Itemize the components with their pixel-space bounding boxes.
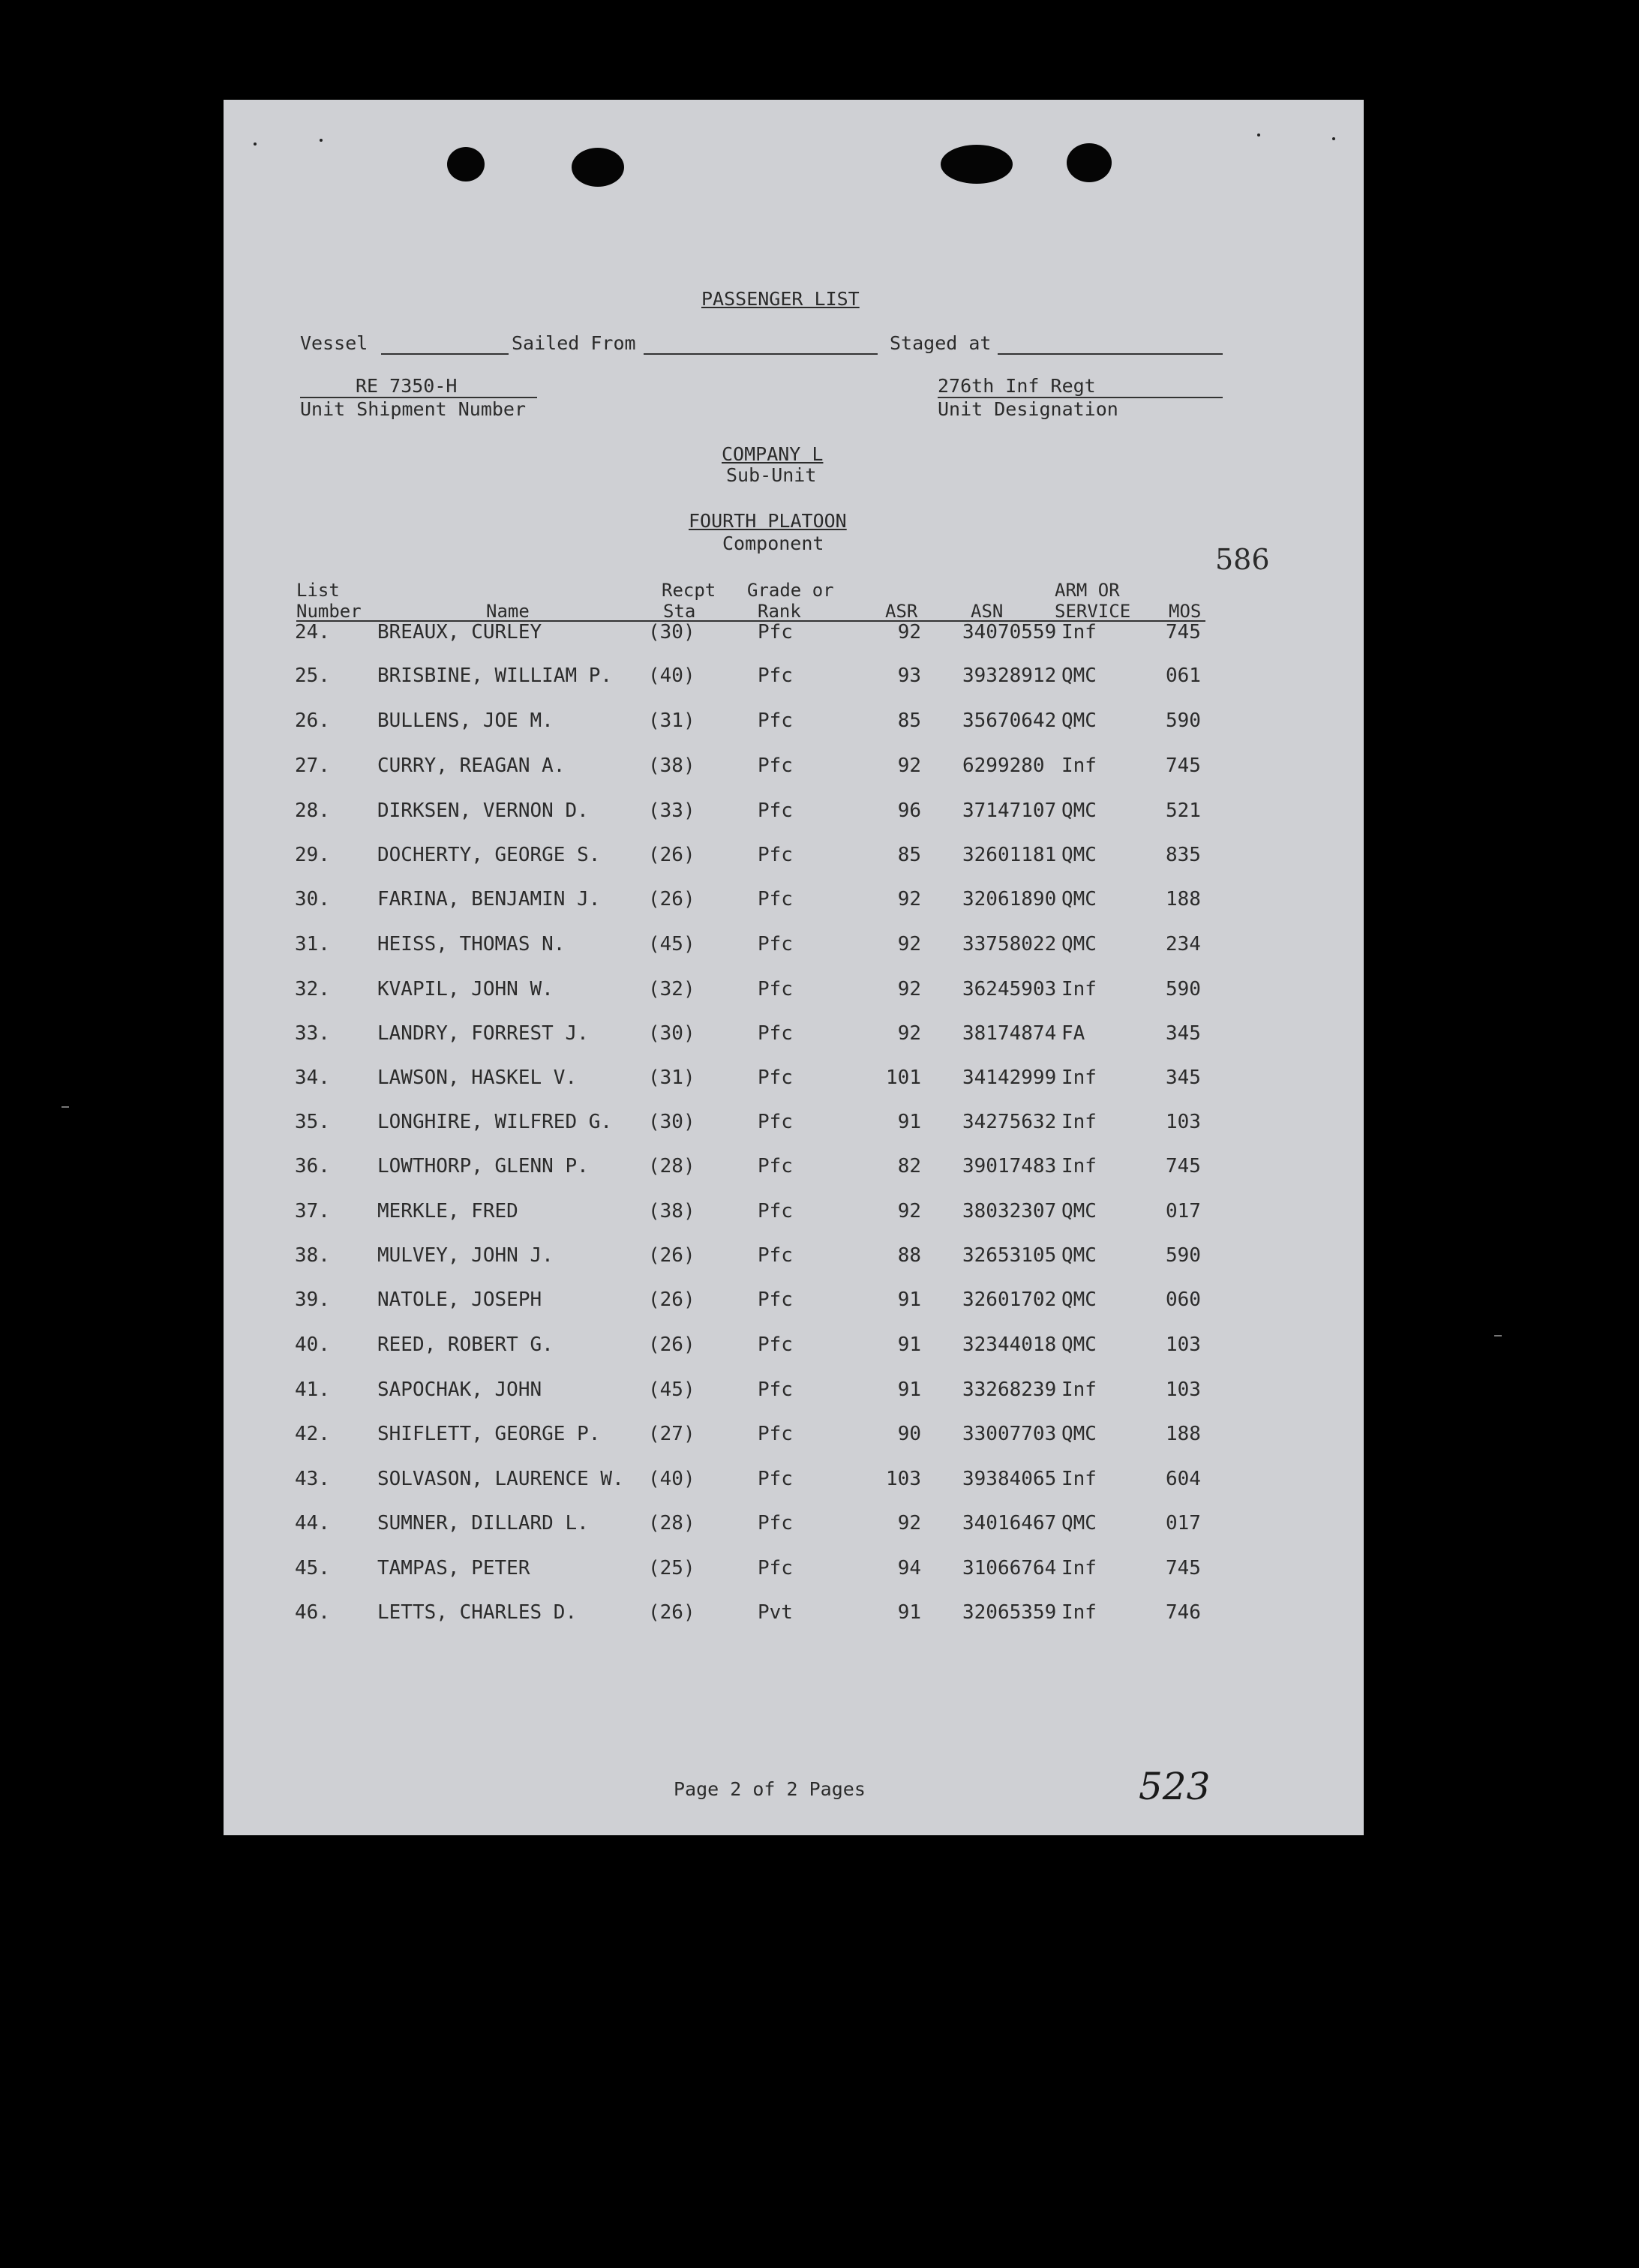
header-number-label: Number	[296, 601, 362, 622]
row-grade: Pfc	[758, 754, 793, 777]
row-asn: 38174874	[962, 1022, 1057, 1045]
row-mos: 745	[1166, 621, 1201, 644]
row-mos: 345	[1166, 1022, 1201, 1045]
row-list-number: 24.	[295, 621, 330, 644]
row-mos: 604	[1166, 1468, 1201, 1490]
row-name: TAMPAS, PETER	[377, 1557, 530, 1580]
row-arm-service: QMC	[1061, 844, 1097, 866]
row-mos: 745	[1166, 754, 1201, 777]
speck	[254, 142, 257, 146]
row-asn: 32601702	[962, 1288, 1057, 1311]
table-row	[224, 978, 1364, 1008]
component-value: FOURTH PLATOON	[689, 510, 847, 532]
row-asn: 33007703	[962, 1423, 1057, 1445]
row-list-number: 32.	[295, 978, 330, 1000]
row-asr: 85	[897, 710, 921, 732]
row-asr: 94	[897, 1557, 921, 1580]
row-name: BREAUX, CURLEY	[377, 621, 542, 644]
table-row	[224, 710, 1364, 740]
sailed-from-label: Sailed From	[512, 332, 636, 354]
row-list-number: 45.	[295, 1557, 330, 1580]
row-recpt-sta: (26)	[648, 1244, 695, 1267]
row-mos: 103	[1166, 1111, 1201, 1133]
row-asr: 90	[897, 1423, 921, 1445]
row-name: LONGHIRE, WILFRED G.	[377, 1111, 613, 1133]
row-list-number: 27.	[295, 754, 330, 777]
row-asn: 39384065	[962, 1468, 1057, 1490]
row-asr: 103	[886, 1468, 921, 1490]
row-list-number: 43.	[295, 1468, 330, 1490]
header-mos: MOS	[1169, 601, 1202, 622]
unit-shipment-number: RE 7350-H	[356, 375, 458, 397]
header-grade-label: Grade or	[747, 580, 834, 601]
row-list-number: 30.	[295, 888, 330, 910]
row-name: SAPOCHAK, JOHN	[377, 1378, 542, 1401]
row-recpt-sta: (32)	[648, 978, 695, 1000]
row-list-number: 25.	[295, 664, 330, 687]
row-asr: 91	[897, 1111, 921, 1133]
header-service-label: SERVICE	[1055, 601, 1131, 622]
row-grade: Pfc	[758, 1066, 793, 1089]
vessel-label: Vessel	[300, 332, 368, 354]
row-mos: 017	[1166, 1512, 1201, 1534]
row-mos: 061	[1166, 664, 1201, 687]
row-mos: 345	[1166, 1066, 1201, 1089]
row-recpt-sta: (27)	[648, 1423, 695, 1445]
document-title: PASSENGER LIST	[701, 288, 860, 310]
table-row	[224, 1378, 1364, 1408]
header-asr: ASR	[885, 601, 918, 622]
row-arm-service: Inf	[1061, 1378, 1097, 1401]
row-list-number: 36.	[295, 1155, 330, 1178]
handwritten-number: 523	[1139, 1765, 1211, 1808]
unit-shipment-label: Unit Shipment Number	[300, 398, 527, 420]
table-row	[224, 933, 1364, 963]
row-list-number: 46.	[295, 1601, 330, 1624]
table-row	[224, 844, 1364, 874]
header-list-number	[296, 580, 362, 622]
header-rank-label: Rank	[758, 601, 801, 622]
row-grade: Pfc	[758, 1423, 793, 1445]
table-row	[224, 754, 1364, 784]
row-mos: 060	[1166, 1288, 1201, 1311]
row-recpt-sta: (30)	[648, 1022, 695, 1045]
row-list-number: 39.	[295, 1288, 330, 1311]
row-recpt-sta: (38)	[648, 754, 695, 777]
row-mos: 103	[1166, 1378, 1201, 1401]
row-mos: 017	[1166, 1200, 1201, 1222]
row-asn: 38032307	[962, 1200, 1057, 1222]
table-row	[224, 1557, 1364, 1587]
row-asr: 92	[897, 1022, 921, 1045]
row-arm-service: FA	[1061, 1022, 1085, 1045]
row-recpt-sta: (25)	[648, 1557, 695, 1580]
row-grade: Pfc	[758, 844, 793, 866]
row-list-number: 35.	[295, 1111, 330, 1133]
row-mos: 521	[1166, 800, 1201, 822]
table-row	[224, 1111, 1364, 1141]
row-asr: 101	[886, 1066, 921, 1089]
row-mos: 745	[1166, 1557, 1201, 1580]
row-asr: 91	[897, 1601, 921, 1624]
row-list-number: 34.	[295, 1066, 330, 1089]
row-asr: 91	[897, 1334, 921, 1356]
row-grade: Pfc	[758, 1200, 793, 1222]
row-name: BRISBINE, WILLIAM P.	[377, 664, 613, 687]
staged-at-line	[998, 353, 1223, 355]
row-asr: 92	[897, 1512, 921, 1534]
sub-unit-label: Sub-Unit	[726, 464, 817, 486]
header-name: Name	[486, 601, 530, 622]
row-grade: Pfc	[758, 1155, 793, 1178]
row-grade: Pfc	[758, 1111, 793, 1133]
row-recpt-sta: (33)	[648, 800, 695, 822]
row-mos: 746	[1166, 1601, 1201, 1624]
row-asn: 35670642	[962, 710, 1057, 732]
page-footer: Page 2 of 2 Pages	[674, 1778, 866, 1800]
component-label: Component	[722, 532, 824, 554]
row-name: DOCHERTY, GEORGE S.	[377, 844, 601, 866]
row-list-number: 44.	[295, 1512, 330, 1534]
row-list-number: 40.	[295, 1334, 330, 1356]
row-asn: 37147107	[962, 800, 1057, 822]
table-row	[224, 800, 1364, 830]
row-recpt-sta: (26)	[648, 1601, 695, 1624]
row-asr: 85	[897, 844, 921, 866]
row-arm-service: QMC	[1061, 1423, 1097, 1445]
row-name: LETTS, CHARLES D.	[377, 1601, 578, 1624]
row-recpt-sta: (45)	[648, 933, 695, 956]
row-name: SUMNER, DILLARD L.	[377, 1512, 589, 1534]
row-asn: 39328912	[962, 664, 1057, 687]
row-recpt-sta: (28)	[648, 1512, 695, 1534]
speck	[1332, 137, 1335, 140]
row-name: REED, ROBERT G.	[377, 1334, 554, 1356]
row-asn: 32344018	[962, 1334, 1057, 1356]
row-grade: Pfc	[758, 621, 793, 644]
row-list-number: 28.	[295, 800, 330, 822]
row-list-number: 42.	[295, 1423, 330, 1445]
row-grade: Pfc	[758, 1022, 793, 1045]
row-list-number: 26.	[295, 710, 330, 732]
row-grade: Pfc	[758, 888, 793, 910]
table-row	[224, 1512, 1364, 1542]
row-list-number: 41.	[295, 1378, 330, 1401]
table-row	[224, 1423, 1364, 1453]
row-name: DIRKSEN, VERNON D.	[377, 800, 589, 822]
staged-at-label: Staged at	[890, 332, 992, 354]
row-name: HEISS, THOMAS N.	[377, 933, 566, 956]
row-recpt-sta: (40)	[648, 1468, 695, 1490]
row-recpt-sta: (31)	[648, 710, 695, 732]
row-arm-service: QMC	[1061, 664, 1097, 687]
row-mos: 590	[1166, 978, 1201, 1000]
row-asr: 96	[897, 800, 921, 822]
row-recpt-sta: (31)	[648, 1066, 695, 1089]
row-grade: Pfc	[758, 664, 793, 687]
table-row	[224, 1601, 1364, 1631]
table-row	[224, 621, 1364, 651]
row-list-number: 38.	[295, 1244, 330, 1267]
row-asn: 32065359	[962, 1601, 1057, 1624]
table-row	[224, 1066, 1364, 1096]
row-arm-service: QMC	[1061, 1288, 1097, 1311]
row-name: MULVEY, JOHN J.	[377, 1244, 554, 1267]
row-name: SOLVASON, LAURENCE W.	[377, 1468, 624, 1490]
row-asn: 34070559	[962, 621, 1057, 644]
row-grade: Pfc	[758, 710, 793, 732]
row-list-number: 29.	[295, 844, 330, 866]
row-recpt-sta: (38)	[648, 1200, 695, 1222]
header-grade-rank	[747, 580, 834, 622]
table-row	[224, 888, 1364, 918]
row-arm-service: Inf	[1061, 621, 1097, 644]
margin-mark	[62, 1106, 69, 1108]
row-recpt-sta: (40)	[648, 664, 695, 687]
header-asn: ASN	[971, 601, 1004, 622]
row-recpt-sta: (26)	[648, 1334, 695, 1356]
table-row	[224, 1022, 1364, 1052]
row-arm-service: Inf	[1061, 978, 1097, 1000]
row-grade: Pfc	[758, 1557, 793, 1580]
row-arm-service: Inf	[1061, 1066, 1097, 1089]
header-sta-label: Sta	[663, 601, 696, 622]
sub-unit-value: COMPANY L	[722, 443, 824, 465]
row-name: BULLENS, JOE M.	[377, 710, 554, 732]
row-name: SHIFLETT, GEORGE P.	[377, 1423, 601, 1445]
row-list-number: 33.	[295, 1022, 330, 1045]
stamp-number: 586	[1215, 543, 1270, 576]
punch-hole	[572, 148, 624, 187]
row-asn: 33268239	[962, 1378, 1057, 1401]
row-asn: 34142999	[962, 1066, 1057, 1089]
row-asn: 34275632	[962, 1111, 1057, 1133]
header-recpt-label: Recpt	[662, 580, 716, 601]
row-arm-service: QMC	[1061, 710, 1097, 732]
unit-designation: 276th Inf Regt	[938, 375, 1096, 397]
row-asn: 6299280	[962, 754, 1045, 777]
row-name: LANDRY, FORREST J.	[377, 1022, 589, 1045]
row-name: FARINA, BENJAMIN J.	[377, 888, 601, 910]
row-recpt-sta: (26)	[648, 1288, 695, 1311]
row-arm-service: QMC	[1061, 1334, 1097, 1356]
table-row	[224, 1334, 1364, 1364]
row-list-number: 37.	[295, 1200, 330, 1222]
sailed-from-line	[644, 353, 878, 355]
row-arm-service: Inf	[1061, 1111, 1097, 1133]
row-grade: Pfc	[758, 1334, 793, 1356]
document-page	[224, 100, 1364, 1835]
row-grade: Pfc	[758, 933, 793, 956]
row-asr: 92	[897, 888, 921, 910]
row-asn: 32061890	[962, 888, 1057, 910]
row-asr: 92	[897, 754, 921, 777]
row-grade: Pfc	[758, 1512, 793, 1534]
punch-hole	[447, 147, 485, 182]
row-asr: 92	[897, 1200, 921, 1222]
row-asr: 92	[897, 621, 921, 644]
row-arm-service: Inf	[1061, 1601, 1097, 1624]
row-mos: 745	[1166, 1155, 1201, 1178]
table-row	[224, 1244, 1364, 1274]
row-arm-service: Inf	[1061, 1155, 1097, 1178]
row-asn: 31066764	[962, 1557, 1057, 1580]
row-grade: Pvt	[758, 1601, 793, 1624]
row-recpt-sta: (30)	[648, 1111, 695, 1133]
row-asn: 34016467	[962, 1512, 1057, 1534]
table-row	[224, 664, 1364, 694]
row-mos: 835	[1166, 844, 1201, 866]
margin-mark	[1494, 1335, 1502, 1336]
row-arm-service: Inf	[1061, 754, 1097, 777]
row-recpt-sta: (30)	[648, 621, 695, 644]
header-arm-label: ARM OR	[1055, 580, 1120, 601]
row-asr: 88	[897, 1244, 921, 1267]
row-mos: 234	[1166, 933, 1201, 956]
speck	[1257, 134, 1260, 136]
row-recpt-sta: (26)	[648, 888, 695, 910]
row-asn: 36245903	[962, 978, 1057, 1000]
row-mos: 590	[1166, 1244, 1201, 1267]
row-arm-service: QMC	[1061, 800, 1097, 822]
row-asn: 32601181	[962, 844, 1057, 866]
row-asr: 82	[897, 1155, 921, 1178]
row-name: LOWTHORP, GLENN P.	[377, 1155, 589, 1178]
row-asn: 39017483	[962, 1155, 1057, 1178]
row-asr: 91	[897, 1288, 921, 1311]
row-grade: Pfc	[758, 1468, 793, 1490]
row-asn: 32653105	[962, 1244, 1057, 1267]
header-arm-service	[1055, 580, 1130, 622]
row-arm-service: QMC	[1061, 1244, 1097, 1267]
row-name: NATOLE, JOSEPH	[377, 1288, 542, 1311]
row-grade: Pfc	[758, 1288, 793, 1311]
row-asr: 92	[897, 978, 921, 1000]
row-grade: Pfc	[758, 1244, 793, 1267]
row-list-number: 31.	[295, 933, 330, 956]
row-arm-service: Inf	[1061, 1468, 1097, 1490]
row-recpt-sta: (45)	[648, 1378, 695, 1401]
vessel-line	[381, 353, 509, 355]
header-list-label: List	[296, 580, 340, 601]
row-asn: 33758022	[962, 933, 1057, 956]
row-name: LAWSON, HASKEL V.	[377, 1066, 578, 1089]
row-name: CURRY, REAGAN A.	[377, 754, 566, 777]
header-recpt-sta	[662, 580, 716, 622]
row-name: MERKLE, FRED	[377, 1200, 518, 1222]
punch-hole	[941, 145, 1013, 184]
row-asr: 91	[897, 1378, 921, 1401]
row-name: KVAPIL, JOHN W.	[377, 978, 554, 1000]
row-recpt-sta: (28)	[648, 1155, 695, 1178]
punch-hole	[1067, 143, 1112, 182]
row-arm-service: QMC	[1061, 933, 1097, 956]
unit-designation-label: Unit Designation	[938, 398, 1118, 420]
row-asr: 92	[897, 933, 921, 956]
row-mos: 590	[1166, 710, 1201, 732]
table-row	[224, 1155, 1364, 1185]
row-grade: Pfc	[758, 1378, 793, 1401]
row-grade: Pfc	[758, 800, 793, 822]
row-arm-service: QMC	[1061, 1200, 1097, 1222]
row-mos: 103	[1166, 1334, 1201, 1356]
row-grade: Pfc	[758, 978, 793, 1000]
row-arm-service: QMC	[1061, 888, 1097, 910]
row-arm-service: QMC	[1061, 1512, 1097, 1534]
row-mos: 188	[1166, 888, 1201, 910]
table-row	[224, 1468, 1364, 1498]
row-asr: 93	[897, 664, 921, 687]
row-arm-service: Inf	[1061, 1557, 1097, 1580]
table-row	[224, 1200, 1364, 1230]
speck	[320, 139, 323, 142]
table-row	[224, 1288, 1364, 1318]
row-recpt-sta: (26)	[648, 844, 695, 866]
row-mos: 188	[1166, 1423, 1201, 1445]
